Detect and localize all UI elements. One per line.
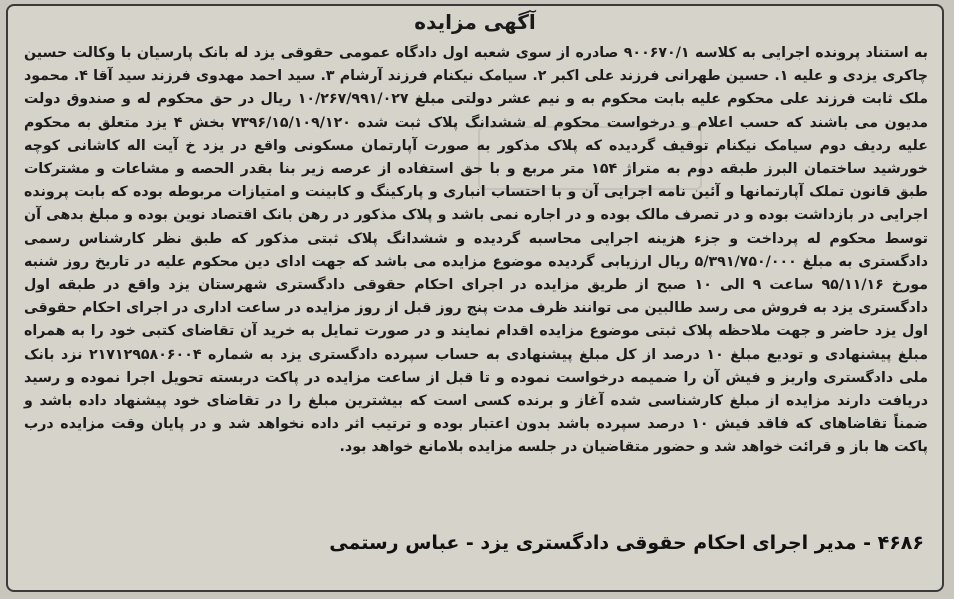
notice-title: آگهی مزایده xyxy=(414,10,536,34)
notice-signature: ۴۶۸۶ - مدیر اجرای احکام حقوقی دادگستری یزد - عباس رستمی xyxy=(329,532,924,554)
notice-body: به استناد پرونده اجرایی به کلاسه ۹۰۰۶۷۰/۱ صادره از سوی شعبه اول دادگاه عمومی حقوقی یزد له بانک پارسیان با وکالت حسین چاکری یزدی و علیه ۱. حسین طهرانی فرزند علی اکبر ۲. سیامک نیکنام فرزند آرشام ۳. سید احمد مهدوی فرزند سید آقا ۴. محمود ملک ثابت فرزند علی محکوم علیه بابت محکوم به و نیم عشر دولتی مبلغ ۱۰/۲۶۷/۹۹۱/۰۲۷ ریال در حق محکوم له و صندوق دولت مدیون می باشند که حسب اعلام و درخواست محکوم له ششدانگ پلاک ثبت شده ۷۳۹۶/۱۵/۱۰۹/۱۲۰ بخش ۴ یزد متعلق به محکوم علیه ردیف دوم سیامک نیکنام توقیف گردیده که پلاک مذکور به صورت آپارتمان مسکونی واقع در یزد خ آیت اله کاشانی کوچه خورشید ساختمان البرز طبقه دوم به متراژ ۱۵۴ متر مربع و با حق استفاده از عرصه زیر بنا بقدر الحصه و مشاعات و مشترکات طبق قانون تملک آپارتمانها و آئین نامه اجرایی آن و با احتساب انباری و پارکینگ و کابینت و امتیازات مربوطه بوده که بابت پرونده اجرایی در بازداشت بوده و در تصرف مالک بوده و در اجاره نمی باشد و پلاک مذکور در رهن بانک اقتصاد نوین بوده و مبلغ بدهی آن توسط محکوم له پرداخت و جزء هزینه اجرایی محاسبه گردیده و ششدانگ پلاک ثبتی مذکور که طبق نظر کارشناس رسمی دادگستری به مبلغ ۵/۳۹۱/۷۵۰/۰۰۰ ریال ارزیابی گردیده موضوع مزایده می باشد که جهت ادای دین محکوم علیه در تاریخ روز شنبه مورخ ۹۵/۱۱/۱۶ ساعت ۹ الی ۱۰ صبح از طریق مزایده در اجرای احکام حقوقی دادگستری شهرستان یزد واقع در طبقه اول دادگستری یزد به فروش می رسد طالبین می توانند ظرف مدت پنج روز قبل از روز مزایده در ساعت اداری در اجرای احکام حقوقی اول یزد حاضر و جهت ملاحظه پلاک ثبتی موضوع مزایده اقدام نمایند و در صورت تمایل به خرید آن تقاضای کتبی خود را به همراه مبلغ پیشنهادی و تودیع مبلغ ۱۰ درصد از کل مبلغ پیشنهادی به حساب سپرده دادگستری یزد به شماره ۲۱۷۱۲۹۵۸۰۶۰۰۴ نزد بانک ملی دادگستری واریز و فیش آن را ضمیمه درخواست نموده و تا قبل از ساعت مزایده در پاکت دربسته تحویل اجرا نموده و رسید دریافت دارند مزایده از مبلغ کارشناسی شده آغاز و برنده کسی است که بیشترین مبلغ را در تقاضای خود پیشنهاد داده باشد و ضمناً تقاضاهای که فاقد فیش ۱۰ درصد سپرده باشد بدون اعتبار بوده و ترتیب اثر داده نخواهد شد و در پایان وقت مزایده درب پاکت ها باز و قرائت خواهد شد و حضور متقاضیان در جلسه مزایده بلامانع خواهد بود. xyxy=(24,45,928,456)
notice-frame xyxy=(6,4,944,592)
